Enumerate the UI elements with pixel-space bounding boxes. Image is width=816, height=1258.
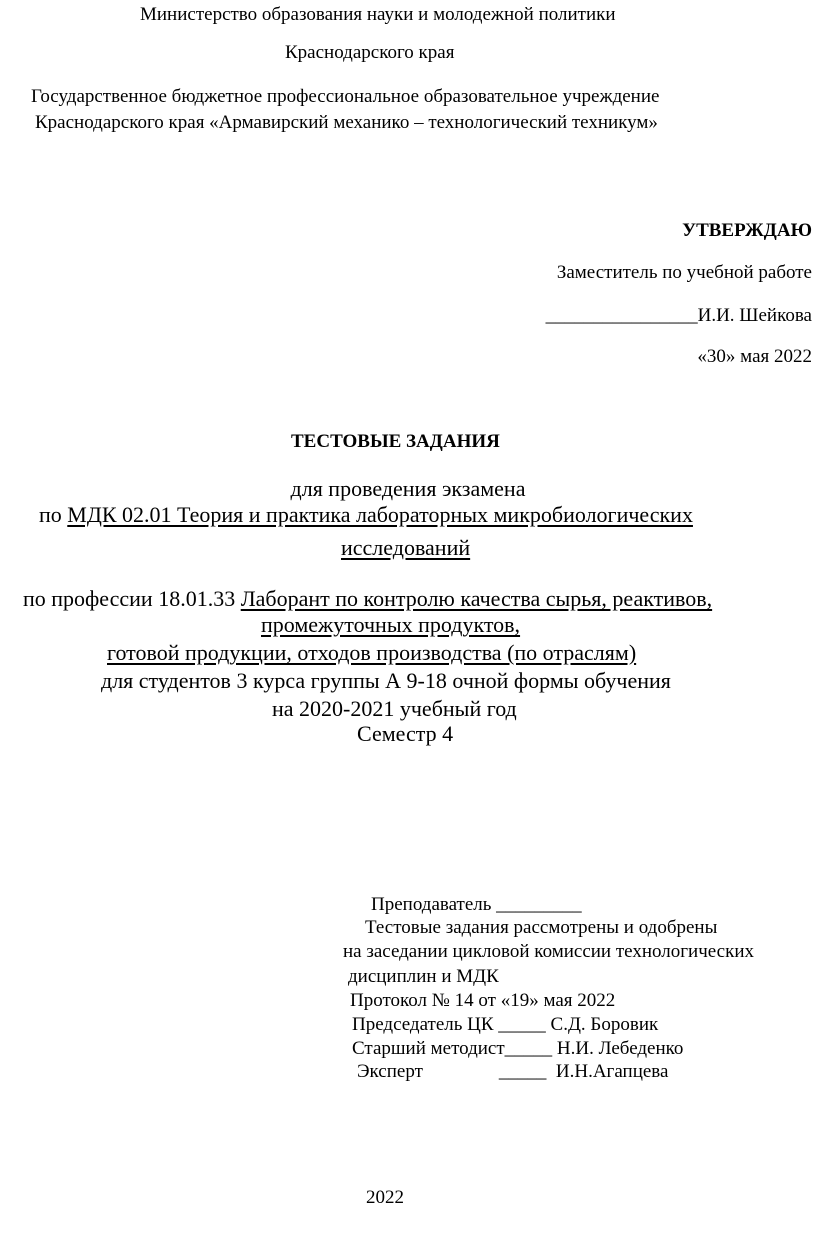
institution-line-1: Государственное бюджетное профессиональное образовательное учреждение bbox=[31, 86, 660, 107]
approval-signature bbox=[546, 305, 812, 327]
approval-title: УТВЕРЖДАЮ bbox=[682, 220, 812, 241]
reviewed-line: Тестовые задания рассмотрены и одобрены bbox=[365, 917, 718, 938]
mdk-name: МДК 02.01 Теория и практика лабораторных микробиологических bbox=[67, 502, 693, 527]
chairman-line: Председатель ЦК _____ С.Д. Боровик bbox=[352, 1014, 659, 1035]
profession-name-cont-2: готовой продукции, отходов производства (по отраслям) bbox=[107, 640, 637, 665]
teacher-line: Преподаватель _________ bbox=[371, 894, 582, 915]
protocol-line: Протокол № 14 от «19» мая 2022 bbox=[350, 990, 616, 1011]
institution-line-2: Краснодарского края «Армавирский механико – технологический техникум» bbox=[35, 112, 658, 133]
signature-line: ________________ bbox=[545, 305, 698, 326]
mdk-name-cont: исследований bbox=[341, 535, 471, 560]
approval-signer: И.И. Шейкова bbox=[697, 305, 812, 326]
footer-year: 2022 bbox=[366, 1187, 404, 1208]
approval-date: «30» мая 2022 bbox=[697, 346, 812, 367]
methodist-line: Старший методист_____ Н.И. Лебеденко bbox=[352, 1038, 684, 1059]
profession-line bbox=[23, 586, 712, 612]
document-heading: ТЕСТОВЫЕ ЗАДАНИЯ bbox=[291, 431, 500, 452]
semester-line: Семестр 4 bbox=[357, 721, 454, 746]
students-line: для студентов 3 курса группы А 9-18 очной формы обучения bbox=[101, 668, 671, 693]
meeting-line: на заседании цикловой комиссии технологических bbox=[343, 941, 754, 962]
profession-name-cont-1: промежуточных продуктов, bbox=[261, 612, 521, 637]
approval-position: Заместитель по учебной работе bbox=[556, 262, 812, 283]
purpose-line: для проведения экзамена bbox=[290, 476, 526, 501]
region-line: Краснодарского края bbox=[285, 42, 455, 63]
mdk-line bbox=[39, 502, 693, 528]
profession-name: Лаборант по контролю качества сырья, реактивов, bbox=[240, 586, 713, 611]
mdk-prefix: по bbox=[39, 502, 68, 527]
expert-line: Эксперт _____ И.Н.Агапцева bbox=[357, 1061, 669, 1082]
ministry-line: Министерство образования науки и молодежной политики bbox=[140, 4, 616, 25]
academic-year-line: на 2020-2021 учебный год bbox=[272, 696, 517, 721]
profession-prefix: по профессии 18.01.33 bbox=[23, 586, 241, 611]
disciplines-line: дисциплин и МДК bbox=[348, 966, 499, 987]
